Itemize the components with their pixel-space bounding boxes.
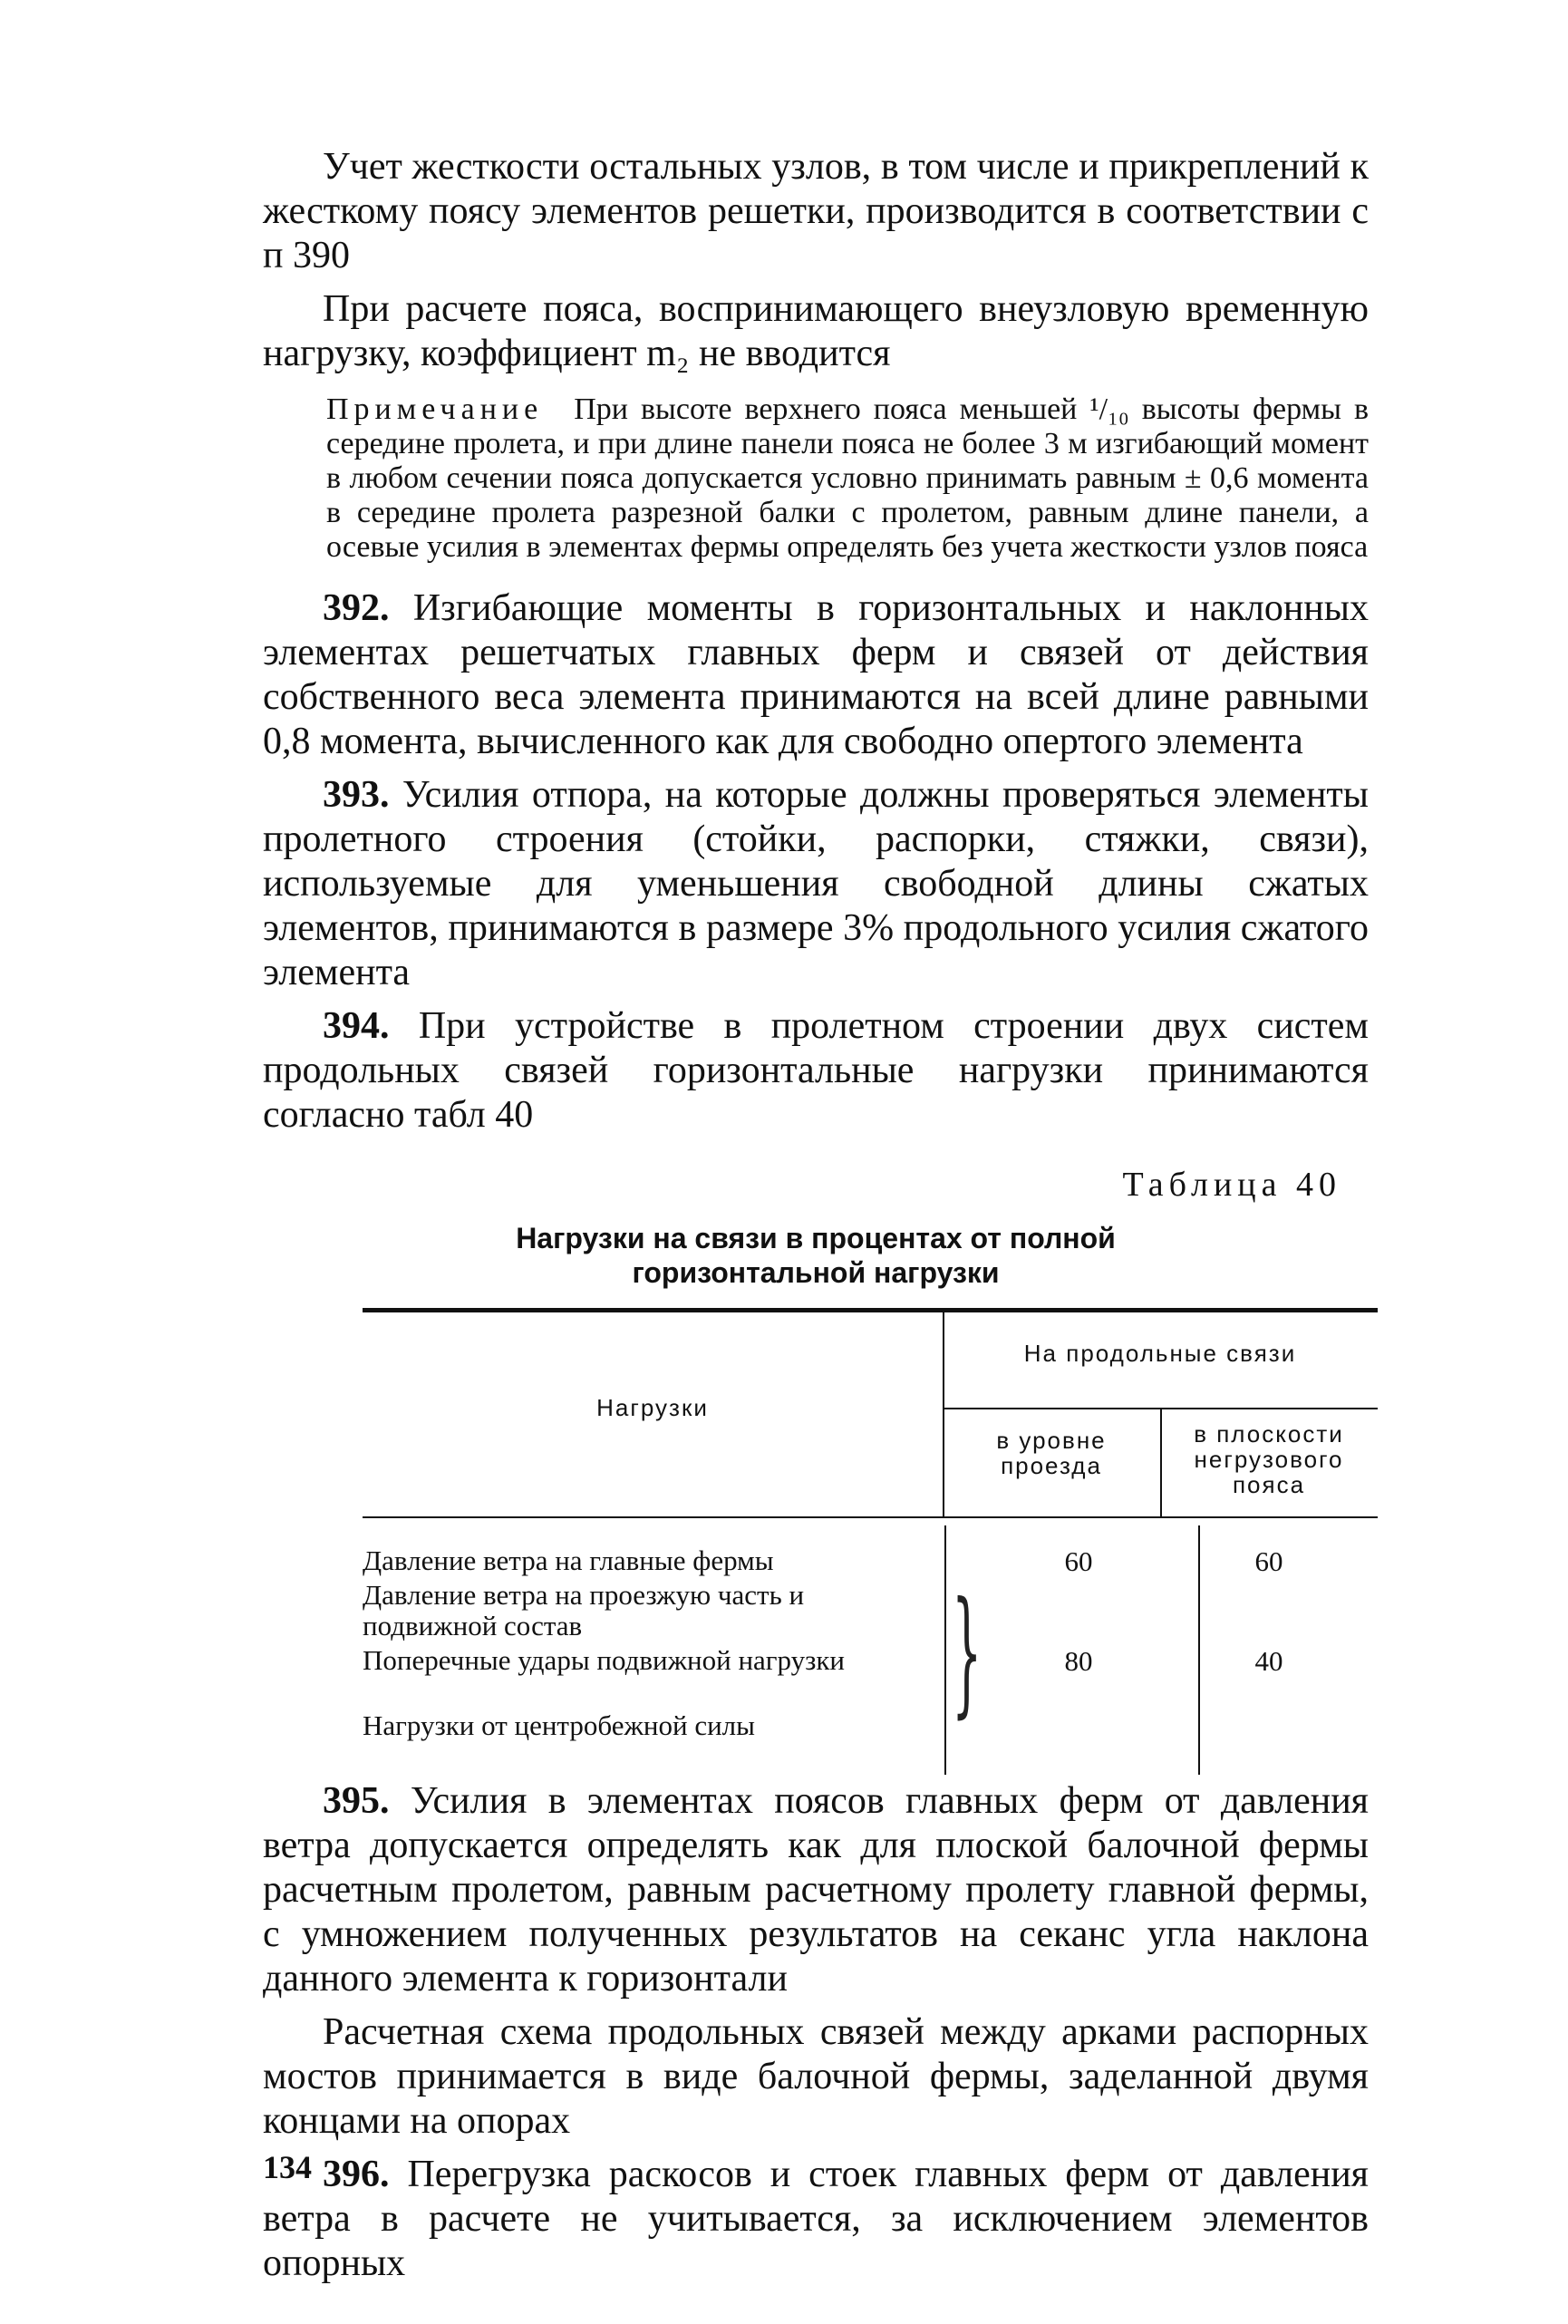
section-text: Перегрузка раскосов и стоек главных ферм от давления ветра в расчете не учитывается, за исключением элементов опорных — [263, 2154, 1370, 2284]
section-number: 392. — [323, 587, 390, 629]
header-text: в плоскости — [1194, 1420, 1344, 1448]
table-row: Давление ветра на главные фермы — [363, 1544, 774, 1576]
section-394 — [263, 1004, 1369, 1138]
paragraph-belt-calc: При расчете пояса, воспринимающего внеузловую временную нагрузку, коэффициент m₂ не вводится — [263, 288, 1369, 374]
page-number: 134 — [263, 2149, 312, 2185]
table-cell: 60 — [1254, 1545, 1283, 1577]
note-label: Примечание — [326, 392, 544, 426]
table-divider — [1198, 1525, 1200, 1775]
section-text: Расчетная схема продольных связей между арками распорных мостов принимается в виде балочной фермы, заделанной двумя концами на опорах — [263, 2011, 1369, 2142]
section-number: 396. — [323, 2154, 390, 2195]
table-title — [263, 1221, 1369, 1290]
table-row: Поперечные удары подвижной нагрузки — [363, 1644, 845, 1676]
section-text: Усилия отпора, на которые должны проверяться элементы пролетного строения (стойки, распорки, стяжки, связи), используемые для уменьшения свободной длины сжатых элементов, принимаются в размере 3% продольного усилия сжатого элемента — [263, 774, 1369, 993]
section-393 — [263, 773, 1369, 995]
table-row: Нагрузки от центробежной силы — [363, 1709, 755, 1741]
section-392 — [263, 586, 1369, 764]
note-text: При высоте верхнего пояса меньшей ¹/₁₀ высоты фермы в середине пролета, и при длине панели пояса не более 3 м изгибающий момент в любом сечении пояса допускается условно принимать равным ± 0,6 момента в середине пролета разрезной балки с пролетом, равным длине панели, а осевые усилия в элементах фермы определять без учета жесткости узлов пояса — [326, 392, 1370, 564]
table-title-line1: Нагрузки на связи в процентах от полной — [516, 1222, 1116, 1254]
section-text: Изгибающие моменты в горизонтальных и наклонных элементах решетчатых главных ферм и связей от действия собственного веса элемента принимаются на всей длине равными 0,8 момента, вычисленного как для свободно опертого элемента — [263, 587, 1369, 762]
header-longitudinal-bracing: На продольные связи — [1023, 1340, 1297, 1367]
table-cell: 60 — [1064, 1545, 1093, 1577]
loads-table — [363, 1308, 1378, 1779]
paragraph-arch-bracing — [263, 2010, 1369, 2144]
header-text: негрузового — [1194, 1446, 1344, 1473]
section-395 — [263, 1779, 1369, 2001]
note-block — [263, 392, 1369, 565]
section-396 — [263, 2153, 1369, 2286]
table-caption: Таблица 40 — [1122, 1166, 1341, 1204]
table-cell: 80 — [1064, 1645, 1093, 1677]
table-top-rule — [363, 1308, 1378, 1312]
header-text: пояса — [1232, 1471, 1306, 1498]
header-deck-level — [943, 1428, 1160, 1478]
table-cell: 40 — [1254, 1645, 1283, 1677]
section-text: При устройстве в пролетном строении двух систем продольных связей горизонтальные нагрузки принимаются согласно табл 40 — [263, 1005, 1370, 1136]
brace-icon: } — [952, 1574, 982, 1731]
section-number: 394. — [323, 1005, 390, 1047]
section-number: 393. — [323, 774, 390, 816]
header-loads: Нагрузки — [596, 1394, 709, 1421]
section-number: 395. — [323, 1780, 390, 1822]
header-text: в уровне — [996, 1427, 1107, 1454]
section-text: Усилия в элементах поясов главных ферм от давления ветра допускается определять как для плоской балочной фермы расчетным пролетом, равным расчетному пролету главной фермы, с умножением полученных результатов на секанс угла наклона данного элемента к горизонтали — [263, 1780, 1369, 2000]
table-row: Давление ветра на проезжую часть и подвижной состав — [363, 1579, 805, 1641]
table-title-line2: горизонтальной нагрузки — [632, 1256, 1000, 1289]
page-body — [263, 145, 1369, 2295]
table-header-rule — [363, 1516, 1378, 1518]
paragraph-stiffness: Учет жесткости остальных узлов, в том числе и прикреплений к жесткому поясу элементов решетки, производится в соответствии с п 390 — [263, 146, 1369, 276]
table-divider — [944, 1525, 946, 1775]
header-text: проезда — [1001, 1452, 1102, 1479]
header-unloaded-chord-plane — [1160, 1421, 1378, 1497]
